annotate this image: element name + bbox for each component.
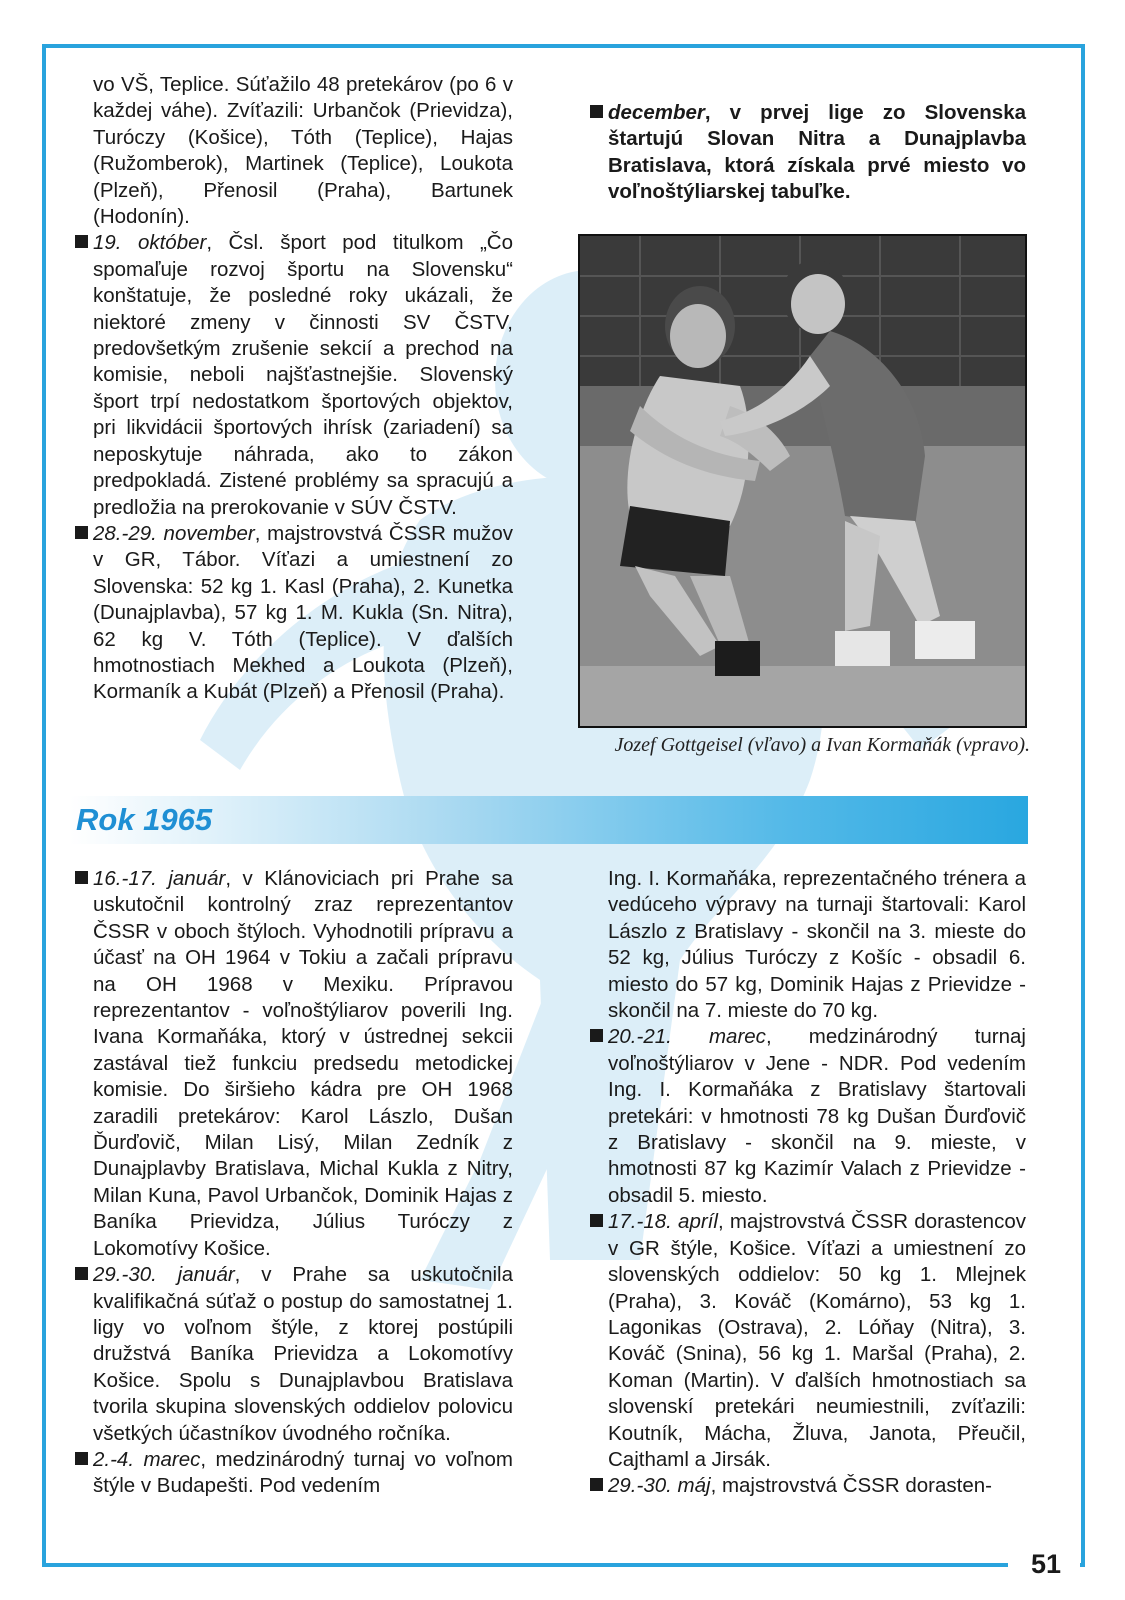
entry-text: , v Klánoviciach pri Prahe sa uskutočnil kontrolný zraz reprezentantov ČSSR v oboch štýloch. Vyhodnotili prípravu a účasť na OH 1964 v Tokiu a začali prípravu na OH 1968 v Mexiku. Prípravou reprezentantov - voľnoštýliarov poverili Ing. Ivana Kormaňáka, ktorý v ústrednej sekcii zastával tiež funkciu predsedu metodickej komisie. Do širšieho kádra pre OH 1968 zaradili pretekárov: Karol Lászlo, Dušan Ďurďovič, Milan Lisý, Milan Zedník z Dunajplavby Bratislava, Michal Kukla z Nitry, Milan Kuna, Pavol Urbančok, Dominik Hajas z Baníka Prievidza, Július Turóczy z Lokomotívy Košice. xyxy=(93,867,513,1260)
column-bottom-right xyxy=(590,866,1026,1500)
section-bar xyxy=(70,796,1028,844)
square-bullet-icon xyxy=(590,1029,603,1042)
entry-text: , v Prahe sa uskutočnila kvalifikačná súťaž o postup do samostatnej 1. ligy vo voľnom štýle, z ktorej postúpili družstvá Baníka Prievidza a Lokomotívy Košice. Spolu s Dunajplavbou Bratislava tvorila skupina slovenských oddielov polovicu všetkých účastníkov úvodného ročníka. xyxy=(93,1263,513,1445)
entry-date: 16.-17. január xyxy=(93,867,226,890)
continuation-paragraph: vo VŠ, Teplice. Súťažilo 48 pretekárov (po 6 v každej váhe). Zvíťazili: Urbančok (Prievidza), Turóczy (Košice), Tóth (Teplice), Hajas (Ružomberok), Martinek (Teplice), Loukota (Plzeň), Přenosil (Praha), Bartunek (Hodonín). xyxy=(93,73,513,229)
entry-text: , medzinárodný turnaj voľnoštýliarov v Jene - NDR. Pod vedením Ing. I. Kormaňáka z Bratislavy štartovali pretekári: v hmotnosti 78 kg Dušan Ďurďovič z Bratislavy - skončil na 9. mieste, v hmotnosti 87 kg Kazimír Valach z Prievidze - obsadil 5. miesto. xyxy=(608,1025,1026,1207)
entry-date: 28.-29. november xyxy=(93,521,255,545)
entry-text: , majstrovstvá ČSSR dorasten- xyxy=(710,1474,992,1498)
chronicle-entry xyxy=(75,866,513,1262)
wrestlers-illustration xyxy=(580,236,1025,726)
chronicle-entry xyxy=(75,1447,513,1500)
square-bullet-icon xyxy=(75,235,88,248)
column-top-left xyxy=(75,72,513,706)
entry-text: , medzinárodný turnaj vo voľnom štýle v Budapešti. Pod vedením xyxy=(93,1447,513,1498)
square-bullet-icon xyxy=(590,1214,603,1227)
entry-date: december xyxy=(608,101,705,124)
chronicle-entry-highlight xyxy=(590,100,1026,206)
photo-caption: Jozef Gottgeisel (vľavo) a Ivan Kormaňák (vpravo). xyxy=(614,734,1030,756)
square-bullet-icon xyxy=(75,526,88,539)
continuation-paragraph: Ing. I. Kormaňáka, reprezentačného trénera a vedúceho výpravy na turnaji štartovali: Karol Lászlo z Bratislavy - skončil na 3. mieste do 52 kg, Július Turóczy z Košíc - obsadil 6. miesto do 57 kg, Dominik Hajas z Prievidze - skončil na 7. mieste do 70 kg. xyxy=(608,867,1026,1023)
entry-date: 2.-4. marec xyxy=(93,1447,201,1471)
chronicle-entry xyxy=(590,1209,1026,1473)
square-bullet-icon xyxy=(590,1478,603,1491)
square-bullet-icon xyxy=(75,871,88,884)
entry-date: 17.-18. apríl xyxy=(608,1210,718,1234)
entry-date: 29.-30. január xyxy=(93,1263,235,1287)
entry-date: 19. október xyxy=(93,231,207,255)
chronicle-entry xyxy=(75,521,513,706)
square-bullet-icon xyxy=(75,1267,88,1280)
entry-text: , majstrovstvá ČSSR dorastencov v GR štýle, Košice. Víťazi a umiestnení zo slovenských oddielov: 50 kg 1. Mlejnek (Praha), 3. Kováč (Komárno), 53 kg 1. Lagonikas (Ostrava), 2. Lóňay (Nitra), 3. Kováč (Snina), 56 kg 1. Maršal (Praha), 2. Koman (Martin). V ďalších hmotnostiach sa slovenskí pretekári neumiestnili, zvíťazili: Koutník, Mácha, Žluva, Janota, Přeučil, Cajthaml a Jirsák. xyxy=(608,1210,1026,1471)
wrestling-photo xyxy=(578,234,1027,728)
entry-date: 20.-21. marec xyxy=(608,1025,766,1049)
chronicle-entry xyxy=(75,1262,513,1447)
page-number: 51 xyxy=(1030,1549,1062,1579)
column-bottom-left xyxy=(75,866,513,1500)
square-bullet-icon xyxy=(75,1452,88,1465)
entry-date: 29.-30. máj xyxy=(608,1474,711,1498)
entry-text: , v prvej lige zo Slovenska štartujú Slovan Nitra a Dunajplavba Bratislava, ktorá získala prvé miesto vo voľnoštýliarskej tabuľke. xyxy=(608,101,1026,204)
entry-text: , Čsl. šport pod titulkom „Čo spomaľuje rozvoj športu na Slovensku“ konštatuje, že posledné roky ukázali, že niektoré zmeny v činnosti SV ČSTV, predovšetkým zrušenie sekcií a prechod na komisie, neboli najšťastnejšie. Slovenský šport trpí nedostatkom športových objektov, pri likvidácii športových ihrísk (zariadení) sa neposkytuje náhrada, ako to zákon predpokladá. Zistené problémy sa spracujú a predložia na prerokovanie v SÚV ČSTV. xyxy=(93,231,513,519)
section-title: Rok 1965 xyxy=(76,802,213,837)
entry-text: , majstrovstvá ČSSR mužov v GR, Tábor. Víťazi a umiestnení zo Slovenska: 52 kg 1. Kasl (Praha), 2. Kunetka (Dunajplavba), 57 kg 1. M. Kukla (Sn. Nitra), 62 kg V. Tóth (Teplice). V ďalších hmotnostiach Mekhed a Loukota (Plzeň), Kormaník a Kubát (Plzeň) a Přenosil (Praha). xyxy=(93,521,513,704)
chronicle-entry xyxy=(590,1473,1026,1499)
square-bullet-icon xyxy=(590,105,603,118)
chronicle-entry xyxy=(590,1024,1026,1209)
chronicle-entry xyxy=(75,230,513,520)
column-top-right xyxy=(590,100,1026,206)
